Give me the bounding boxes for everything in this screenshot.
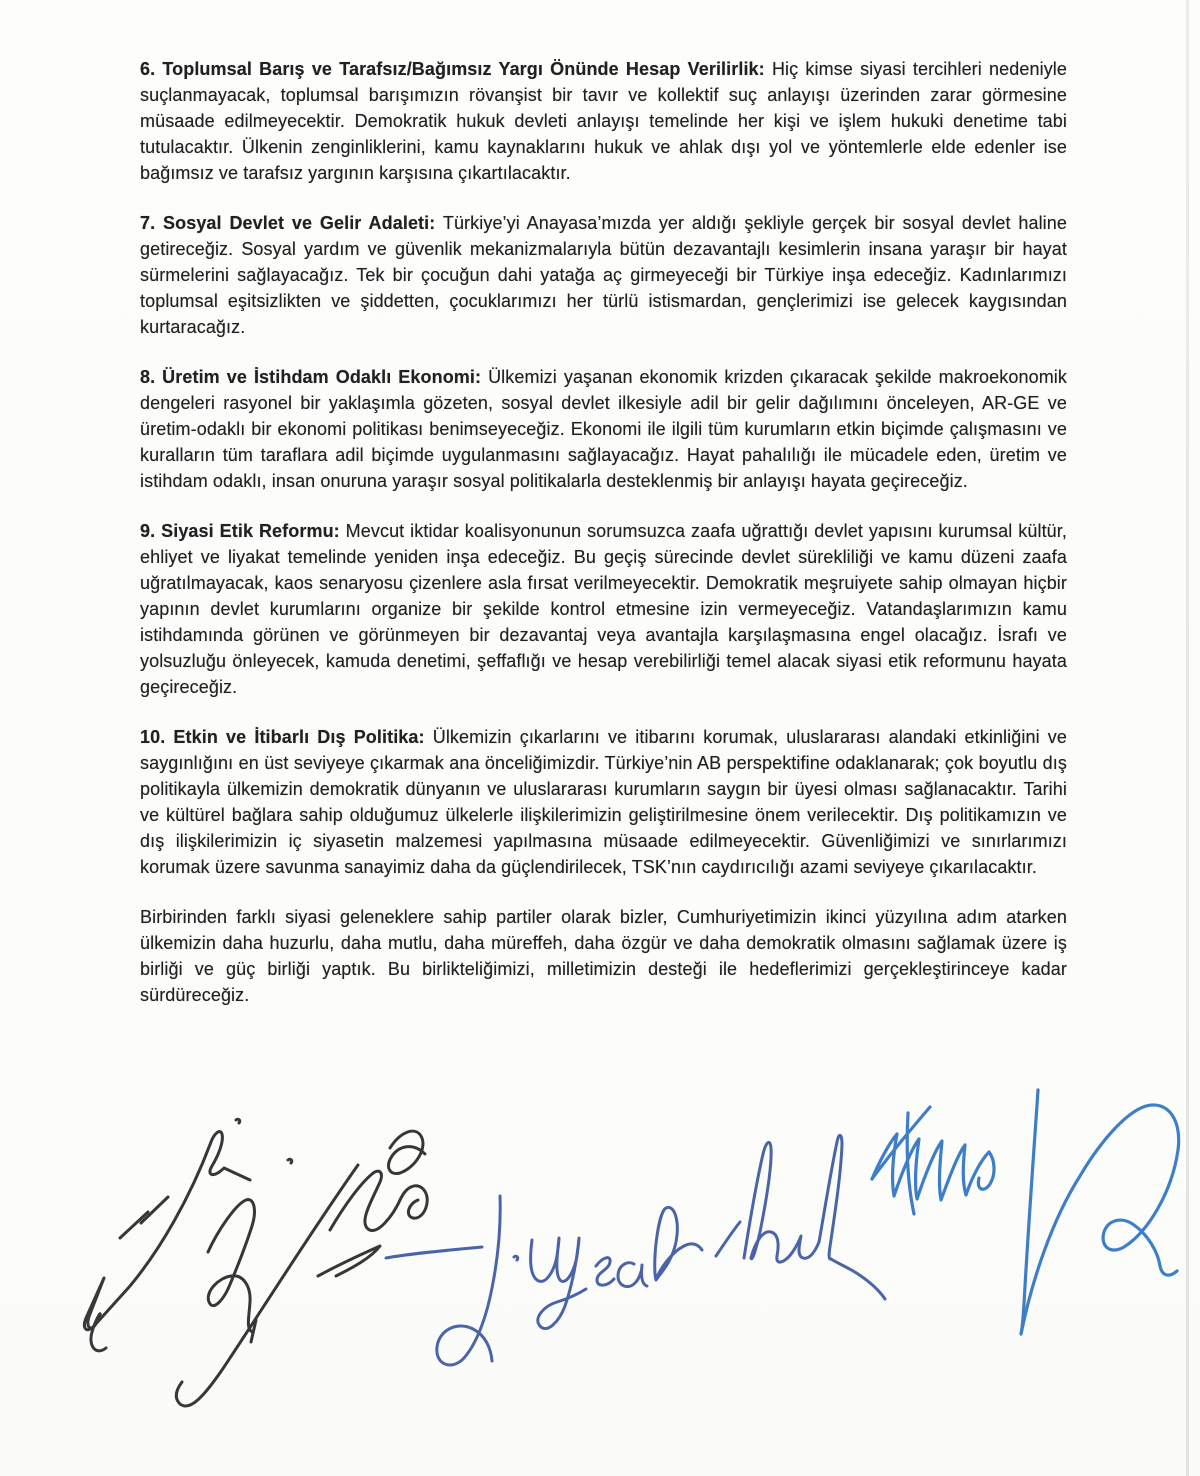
paragraph-6-heading: 6. Toplumsal Barış ve Tarafsız/Bağımsız Yargı Önünde Hesap Verilirlik: bbox=[140, 59, 765, 79]
paragraph-6 bbox=[140, 56, 1067, 186]
page-edge-shadow bbox=[1186, 0, 1189, 1476]
paragraph-7-text: Türkiye’yi Anayasa’mızda yer aldığı şekliyle gerçek bir sosyal devlet haline getireceğiz. Sosyal yardım ve güvenlik mekanizmalarıyla bütün dezavantajlı kesimlerin insana yaraşır bir hayat sürmelerini sağlayacağız. Tek bir çocuğun dahi yatağa aç girmeyeceği bir Türkiye inşa edeceğiz. Kadınlarımızı toplumsal eşitsizlikten ve şiddetten, çocuklarımızı her türlü istismardan, gençlerimizi ise gelecek kaygısından kurtaracağız. bbox=[140, 213, 1068, 337]
paragraph-9-heading: 9. Siyasi Etik Reformu: bbox=[140, 521, 340, 541]
paragraph-9 bbox=[140, 518, 1067, 700]
paragraph-6-text: Hiç kimse siyasi tercihleri nedeniyle suçlanmayacak, toplumsal barışımızın rövanşist bir tavır ve kollektif suç anlayışı üzerinden zarar görmesine müsaade edilmeyecektir. Demokratik hukuk devleti anlayışı temelinde her kişi ve işlem hukuki denetime tabi tutulacaktır. Ülkenin zenginliklerini, kamu kaynaklarını hukuk ve ahlak dışı yol ve yöntemlerle elde edenler ise bağımsız ve tarafsız yargının karşısına çıkartılacaktır. bbox=[140, 59, 1068, 183]
closing-paragraph-text: Birbirinden farklı siyasi geleneklere sahip partiler olarak bizler, Cumhuriyetimizin ikinci yüzyılına adım atarken ülkemizin daha huzurlu, daha mutlu, daha müreffeh, daha özgür ve daha demokratik olmasını sağlamak üzere iş birliği ve güç birliği yaptık. Bu birlikteliğimizi, milletimizin desteği ile hedeflerimizi gerçekleştirinceye kadar sürdüreceğiz. bbox=[140, 907, 1067, 1005]
closing-paragraph bbox=[140, 904, 1067, 1008]
paragraph-10-heading: 10. Etkin ve İtibarlı Dış Politika: bbox=[140, 727, 425, 747]
signature-1 bbox=[84, 1119, 291, 1351]
signature-3 bbox=[386, 1196, 702, 1365]
paragraph-8-heading: 8. Üretim ve İstihdam Odaklı Ekonomi: bbox=[140, 367, 482, 387]
signature-2 bbox=[176, 1131, 427, 1406]
signature-block bbox=[0, 1080, 1200, 1476]
signature-5 bbox=[872, 1090, 1179, 1334]
paragraph-8 bbox=[140, 364, 1067, 494]
paragraph-7-heading: 7. Sosyal Devlet ve Gelir Adaleti: bbox=[140, 213, 436, 233]
paragraph-10-text: Ülkemizin çıkarlarını ve itibarını korumak, uluslararası alandaki etkinliğini ve saygınlığını en üst seviyeye çıkarmak ana önceliğimizdir. Türkiye’nin AB perspektifine odaklanarak; çok boyutlu dış politikayla ülkemizin demokratik dünyanın ve uluslararası kurumların saygın bir üyesi olması sağlanacaktır. Tarihi ve kültürel bağlara sahip olduğumuz ülkelerle ilişkilerimizin geliştirilmesine önem verilecektir. Dış politikamızın ve dış ilişkilerimizin iç siyasetin malzemesi yapılmasına müsaade edilmeyecektir. Güvenliğimizi ve sınırlarımızı korumak üzere savunma sanayimiz daha da güçlendirilecek, TSK’nın caydırıcılığı azami seviyeye çıkarılacaktır. bbox=[140, 727, 1067, 877]
signature-4 bbox=[716, 1135, 885, 1299]
paragraph-8-text: Ülkemizi yaşanan ekonomik krizden çıkaracak şekilde makroekonomik dengeleri rasyonel bir yaklaşımla gözeten, sosyal devlet ilkesiyle adil bir gelir dağılımını önceleyen, AR-GE ve üretim-odaklı bir ekonomi politikası benimseyeceğiz. Ekonomi ile ilgili tüm kurumların etkin biçimde çalışmasını ve kuralların tüm taraflara adil biçimde uygulanmasını sağlayacağız. Hayat pahalılığı ile mücadele eden, üretim ve istihdam odaklı, insan onuruna yaraşır sosyal politikalarla desteklenmiş bir anlayışı hayata geçireceğiz. bbox=[140, 367, 1067, 491]
paragraph-7 bbox=[140, 210, 1067, 340]
paragraph-10 bbox=[140, 724, 1067, 880]
document-body bbox=[140, 56, 1067, 1032]
paragraph-9-text: Mevcut iktidar koalisyonunun sorumsuzca zaafa uğrattığı devlet yapısını kurumsal kültür, ehliyet ve liyakat temelinde yeniden inşa edeceğiz. Bu geçiş sürecinde devlet sürekliliği ve kamu düzeni zaafa uğratılmayacak, kaos senaryosu çizenlere asla fırsat verilmeyecektir. Demokratik meşruiyete sahip olmayan hiçbir yapının devlet kurumlarını organize bir şekilde kontrol etmesine izin vermeyeceğiz. Vatandaşlarımızın kamu istihdamında görünen ve görünmeyen bir dezavantaj veya avantajla karşılaşmasına engel olacağız. İsrafı ve yolsuzluğu önleyecek, kamuda denetimi, şeffaflığı ve hesap verebilirliği temel alacak siyasi etik reformunu hayata geçireceğiz. bbox=[140, 521, 1067, 697]
